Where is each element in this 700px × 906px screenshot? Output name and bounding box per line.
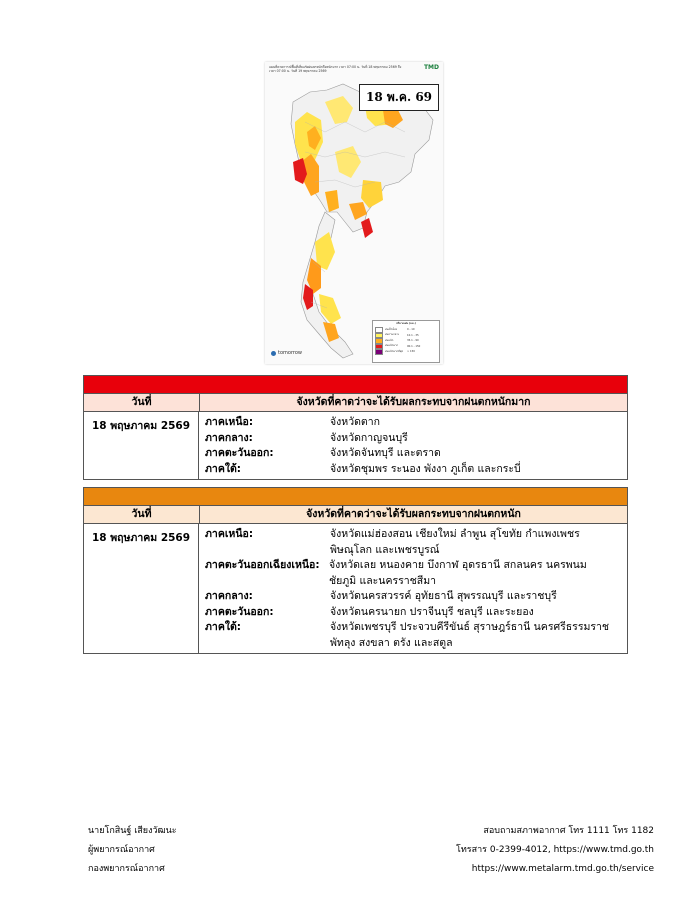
severity-bar-red (84, 376, 627, 394)
region-provinces: จังหวัดตาก (330, 416, 380, 428)
legend-range: 0 - 10 (407, 328, 415, 332)
region-provinces: จังหวัดจันทบุรี และตราด (330, 447, 441, 459)
tomorrow-logo-icon (271, 351, 276, 356)
region-provinces: จังหวัดชุมพร ระนอง พังงา ภูเก็ต และกระบี่ (330, 462, 521, 475)
region-provinces: จังหวัดนครนายก ปราจีนบุรี ชลบุรี และระยอง (330, 605, 534, 618)
table-header (84, 394, 627, 412)
legend-label: ฝนเล็กน้อย (385, 327, 398, 331)
region-provinces (330, 527, 627, 558)
region-name: ภาคเหนือ: (205, 416, 254, 428)
region-provinces-line: ชัยภูมิ และนครราชสีมา (329, 574, 437, 587)
region-provinces-line: จังหวัดเลย หนองคาย บึงกาฬ อุดรธานี สกลนคร นครพนม (329, 559, 587, 571)
map-date-label: 18 พ.ค. 69 (359, 84, 439, 111)
contact-service-url[interactable]: https://www.metalarm.tmd.go.th/service (471, 864, 654, 874)
forecaster-name: นายโกสินฐ์ เสียงวัฒนะ (88, 826, 177, 836)
legend-item (373, 349, 439, 355)
legend-range: 35.1 - 90 (407, 339, 419, 343)
tomorrow-logo-text: tomorrow (278, 350, 303, 356)
region-provinces-line: จังหวัดแม่ฮ่องสอน เชียงใหม่ ลำพูน สุโขทัย กำแพงเพชร (330, 528, 580, 540)
region-name: ภาคใต้: (205, 621, 241, 633)
tmd-logo: TMD (423, 64, 439, 71)
region-row-south (205, 620, 627, 651)
region-provinces (330, 620, 627, 651)
legend-range: 90.1 - 150 (407, 344, 421, 348)
legend-label: ฝนหนักมาก (385, 344, 399, 348)
region-provinces (329, 558, 627, 589)
region-name: ภาคใต้: (205, 462, 241, 475)
contact-fax-website: โทรสาร 0-2399-4012, https://www.tmd.go.th (456, 845, 654, 855)
legend-label: ฝนหนัก (385, 338, 394, 342)
region-row-east (205, 446, 627, 462)
heavy-rain-table (83, 487, 628, 654)
row-date: 18 พฤษภาคม 2569 (84, 412, 199, 479)
legend-label: ฝนหนักมากที่สุด (385, 349, 404, 353)
column-header-date: วันที่ (84, 394, 200, 411)
contact-phone: สอบถามสภาพอากาศ โทร 1111 โทร 1182 (483, 826, 654, 836)
region-row-north (205, 527, 627, 558)
map-legend (372, 320, 440, 363)
region-provinces: จังหวัดนครสวรรค์ อุทัยธานี สุพรรณบุรี และราชบุรี (330, 590, 557, 602)
legend-label: ฝนปานกลาง (385, 333, 400, 337)
region-name: ภาคตะวันออก: (205, 605, 274, 618)
table-header (84, 506, 627, 524)
region-list (199, 412, 627, 479)
region-provinces-line: จังหวัดเพชรบุรี ประจวบคีรีขันธ์ สุราษฎร์ธานี นครศรีธรรมราช (330, 621, 610, 633)
very-heavy-rain-table (83, 375, 628, 480)
region-row-central (205, 589, 627, 605)
region-row-northeast (205, 558, 627, 589)
column-header-date: วันที่ (84, 506, 200, 523)
legend-range: > 150 (407, 350, 415, 354)
region-row-central (205, 431, 627, 447)
map-header-text: แผนที่คาดการณ์พื้นที่เสี่ยงภัยฝนตกหนักถึงหนักมาก เวลา 07:00 น. วันที่ 18 พฤษภาคม 2569 ถึง เวลา 07:00 น. วันที่ 19 พฤษภาคม 2569 (269, 65, 402, 73)
region-name: ภาคกลาง: (205, 590, 253, 602)
region-name: ภาคตะวันออก: (205, 447, 274, 459)
contact-block (456, 822, 654, 879)
forecaster-division: กองพยากรณ์อากาศ (88, 864, 165, 874)
region-name: ภาคกลาง: (205, 431, 253, 444)
region-row-south (205, 462, 627, 478)
legend-swatch (375, 349, 383, 355)
region-name: ภาคตะวันออกเฉียงเหนือ: (205, 559, 320, 571)
region-provinces: จังหวัดกาญจนบุรี (330, 431, 408, 444)
tomorrow-logo (271, 350, 302, 356)
region-provinces-line: พิษณุโลก และเพชรบูรณ์ (330, 543, 440, 556)
legend-range: 10.1 - 35 (407, 333, 419, 337)
severity-bar-orange (84, 488, 627, 506)
column-header-provinces: จังหวัดที่คาดว่าจะได้รับผลกระทบจากฝนตกหนักมาก (296, 396, 531, 408)
row-date: 18 พฤษภาคม 2569 (84, 524, 199, 653)
table-row (84, 412, 627, 479)
forecaster-title: ผู้พยากรณ์อากาศ (88, 845, 155, 855)
legend-title: ปริมาณฝน (มม.) (396, 322, 416, 325)
forecaster-signature-block (88, 822, 177, 879)
region-provinces-line: พัทลุง สงขลา ตรัง และสตูล (330, 636, 453, 649)
region-name: ภาคเหนือ: (205, 528, 254, 540)
region-list (199, 524, 627, 653)
table-row (84, 524, 627, 653)
region-row-north (205, 415, 627, 431)
column-header-provinces: จังหวัดที่คาดว่าจะได้รับผลกระทบจากฝนตกหนัก (306, 508, 521, 520)
region-row-east (205, 605, 627, 621)
